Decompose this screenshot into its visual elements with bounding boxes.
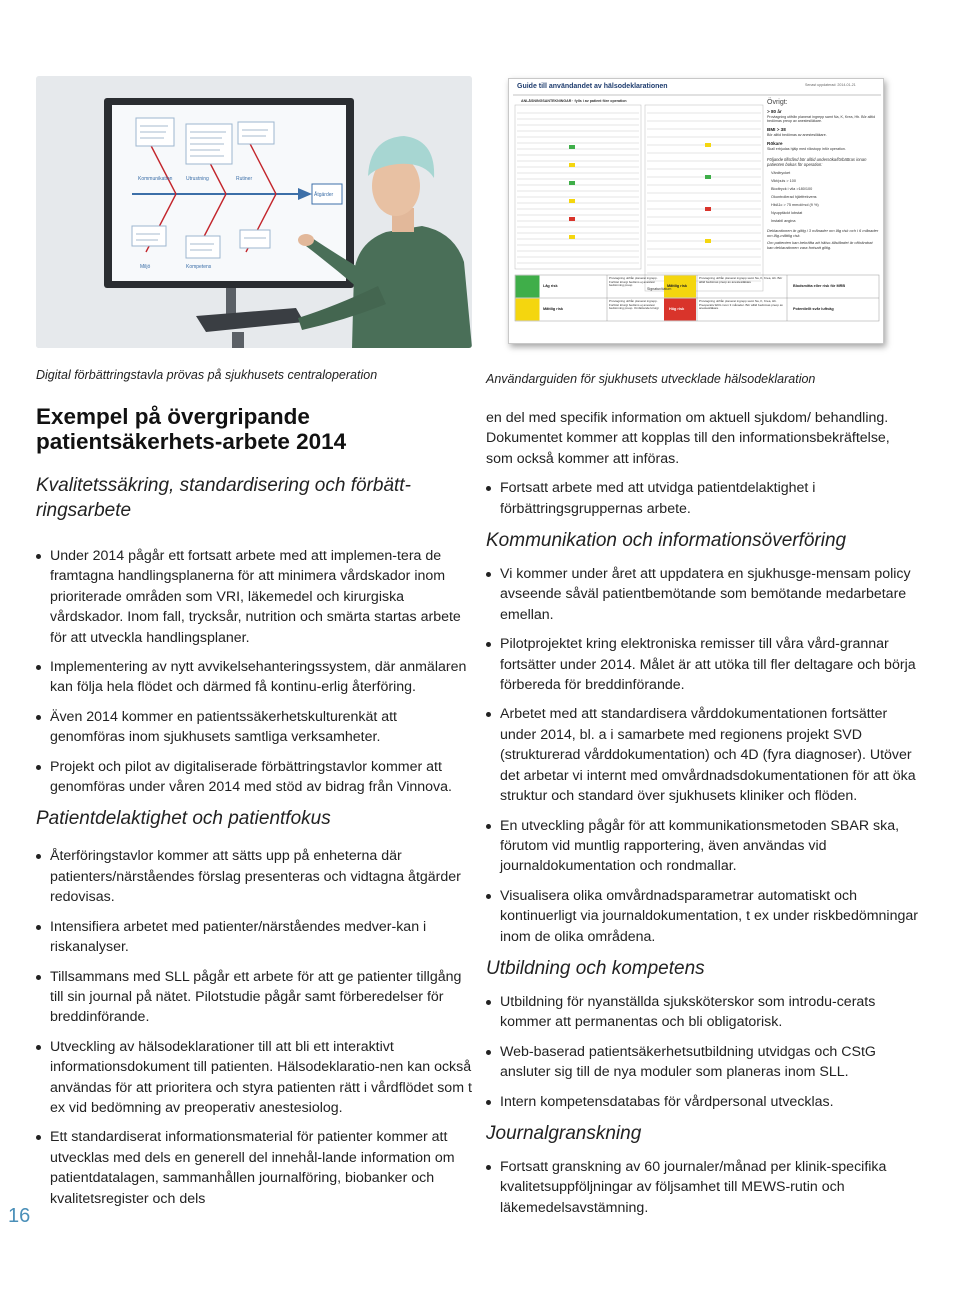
page-number: 16	[8, 1205, 31, 1227]
list-item: Vi kommer under året att uppdatera en sjukhusge-mensam policy avseende såväl patientbemötande som bemötande medarbetare emellan.	[486, 564, 918, 625]
risk-box-blood: Blodsmitta eller risk för MRB	[793, 284, 846, 288]
form-condition-3: Okontrollerad hjärtfrekvens	[771, 195, 817, 199]
form-condition-0: Värdtrycket	[771, 171, 791, 175]
journal-review-list	[486, 1157, 918, 1218]
list-item: Intern kompetensdatabas för vårdpersonal utvecklas.	[486, 1092, 918, 1112]
form-age-note: Provtagning utifrån planerat ingrepp samt Na, K, Krea, Hb. Bör alltid bedömas preop av anestesiläkare.	[767, 115, 876, 124]
risk-label-low: Låg risk	[543, 284, 558, 288]
communication-list	[486, 564, 918, 947]
risk-text-moderate-2: Provtagning utifrån planerat ingrepp samt Na, K, Krea, Hb. Bör alltid bedömas preop av anestesiläkare	[699, 276, 783, 284]
list-item: Under 2014 pågår ett fortsatt arbete med att implemen-tera de framtagna handlingsplanerna för att minimera vårdskador inom prioriterade områden som VRI, läkemedel och kirurgiska vårdskador. Inom fall, trycksår, nutrition och smärta startas arbete för att utveckla handlingsplaner.	[36, 546, 472, 648]
form-smoker-rule: Rökare	[767, 141, 783, 146]
risk-box-airway: Potentiellt svår luftväg	[793, 307, 834, 311]
list-item: Ett standardiserat informationsmaterial för patienter kommer att utvecklas med dels en generell del innehål-lande information om patientdatalagen, sammanhållen journalföring, biobanker och kvalitetsregister och dels	[36, 1127, 472, 1209]
list-item: Visualisera olika omvårdnadsparametrar automatiskt och kontinuerligt via journaldokumentation, t ex under riskbedömningar inom de olika områdena.	[486, 886, 918, 947]
education-list	[486, 992, 918, 1112]
list-item: Även 2014 kommer en patientssäkerhetskulturenkät att genomföras inom sjukhusets samtliga verksamheter.	[36, 707, 472, 748]
list-item: Fortsatt arbete med att utvidga patientdelaktighet i förbättringsgruppernas arbete.	[486, 478, 918, 519]
list-item: Fortsatt granskning av 60 journaler/månad per klinik-specifika kvalitetsuppföljningar av följsamhet till MEWS-rutin och läkemedelsavstämning.	[486, 1157, 918, 1218]
screen-label-6: Åtgärder	[314, 192, 334, 198]
list-item: En utveckling pågår för att kommunikationsmetoden SBAR ska, förutom vid muntlig rapportering, även användas vid journaldokumentation och rondmallar.	[486, 816, 918, 877]
risk-text-low: Provtagning utifrån planerat ingrepp. Fortlöst kirurgi bedöms ej anestesi bedömning preop	[609, 276, 658, 288]
list-item: Implementering av nytt avvikelsehanteringssystem, där anmälaren kan följa hela flödet och därmed få kontinu-erlig återföring.	[36, 657, 472, 698]
form-condition-2: Blodtryck i vila >180/100	[771, 187, 813, 191]
section-title-communication: Kommunikation och informationsöverföring	[486, 530, 847, 552]
risk-text-high: Provtagning utifrån planerat ingrepp samt Na, K, Krea, Hb. Preoperativ EKG inom 3 månader. Bör alltid bedömas preop av anestesiläkare	[699, 299, 783, 311]
risk-label-moderate-2: Måttlig risk	[667, 284, 688, 288]
list-item: Projekt och pilot av digitaliserade förbättringstavlor kommer att genomföras under våren 2014 med stöd av bidrag från Vinnova.	[36, 757, 472, 798]
form-version: Senast uppdaterad: 2014-01-21	[805, 83, 856, 87]
risk-label-high: Hög risk	[669, 307, 685, 311]
form-sign-label: Signatur/datum	[647, 287, 672, 291]
risk-label-moderate: Måttlig risk	[543, 307, 564, 311]
list-item: Arbetet med att standardisera vårddokumentationen fortsätter under 2014, bl. a i samarbete med regionens projekt SVD (strukturerad vårddokumentation) och 4D (fyra diagnoser). Utöver det arbetar vi internt med omvårdnadsdokumentationen för att öka struktur och standard över sjukhusets kliniker och flöden.	[486, 704, 918, 806]
form-other-label: Övrigt:	[767, 99, 788, 106]
screen-label-2: Utrustning	[186, 176, 209, 182]
risk-text-moderate: Provtagning utifrån planerat ingrepp. Fortlöst kirurgi bedöms ej anestesi bedömning preop. Omfattande kirurgi	[609, 299, 659, 311]
screen-label-1: Kommunikation	[138, 176, 173, 182]
screen-label-4: Miljö	[140, 264, 151, 270]
list-item: Tillsammans med SLL pågår ett arbete för att ge patienter tillgång till sin journal på nätet. Pilotstudie pågår samt förberedelser för breddinförande.	[36, 967, 472, 1028]
intro-list	[486, 478, 918, 519]
form-bmi-note: Bör alltid bedömas av anestesiläkare.	[767, 133, 827, 137]
caption-photo: Digital förbättringstavla prövas på sjukhusets centraloperation	[36, 368, 378, 382]
form-title: Guide till användandet av hälsodeklarationen	[517, 83, 668, 90]
screen-label-5: Kompetens	[186, 264, 212, 270]
form-bmi-rule: BMI > 38	[767, 127, 786, 132]
form-validity-note-2: Om patienten kan bekräfta att hälso-tillståndet är oförändrat kan deklarationen vara fortsatt giltig.	[767, 240, 873, 250]
form-subtitle: ANLÄSNINGSANTEKNINGAR · fylls i av patient före operation	[521, 99, 627, 103]
photo-digital-board	[36, 76, 472, 348]
list-item: Utbildning för nyanställda sjuksköterskor som introdu-cerats kommer att permanentas och bli obligatorisk.	[486, 992, 918, 1033]
patient-focus-list	[36, 846, 472, 1209]
form-validity-note: Deklarationen är giltig i 3 månader om låg risk och i 6 månader om låg-måttlig risk.	[767, 228, 879, 238]
section-title-journal-review: Journalgranskning	[486, 1122, 642, 1144]
form-condition-1: Vikt/puls > 100	[771, 179, 796, 183]
form-condition-4: HbA1c > 75 mmol/mol (9 %)	[771, 203, 819, 207]
list-item: Utveckling av hälsodeklarationer till att bli ett interaktivt informationsdokument till patienten. Hälsodeklaratio-nen kan också användas för att prioritera och styra patienten rätt i vårdflödet som t ex vid bedömning av preoperativ anestesiolog.	[36, 1037, 472, 1119]
section-title-patient-focus: Patientdelaktighet och patientfokus	[36, 808, 331, 830]
form-smoker-note: Skall erbjudas hjälp med rökstopp inför operation.	[767, 147, 846, 151]
quality-list	[36, 546, 472, 797]
section-title-education: Utbildning och kompetens	[486, 957, 705, 979]
form-age-rule: > 80 år	[767, 109, 782, 114]
form-condition-6: Instabil angina	[771, 219, 796, 223]
list-item: Återföringstavlor kommer att sätts upp på enheterna där patienters/närståendes förslag presenteras och vidtagna åtgärder redovisas.	[36, 846, 472, 907]
screen-label-3: Rutiner	[236, 176, 253, 182]
list-item: Pilotprojektet kring elektroniska remisser till våra vård-grannar fortsätter under 2014. Målet är att utöka till fler deltagare och börja förbereda för breddinförande.	[486, 634, 918, 695]
right-column	[486, 408, 918, 1227]
form-condition-5: Nyupptäckt lobstat	[771, 211, 803, 215]
photo-illustration	[36, 76, 472, 348]
list-item: Intensifiera arbetet med patienter/närståendes medver-kan i riskanalyser.	[36, 917, 472, 958]
list-item: Web-baserad patientsäkerhetsutbildning utvidgas och CStG ansluter sig till de nya moduler som planeras inom SLL.	[486, 1042, 918, 1083]
form-assessment-intro: Följande tillstånd bör alltid undersöka/förbättras innan patienten bokas för operation:	[767, 157, 867, 167]
health-declaration-guide	[508, 78, 884, 344]
left-column	[36, 404, 472, 1218]
continued-paragraph: en del med specifik information om aktuell sjukdom/ behandling. Dokumentet kommer att kopplas till den informationsbekräftelse, som också kommer att införas.	[486, 410, 890, 467]
section-title-quality: Kvalitetssäkring, standardisering och förbätt-ringsarbete	[36, 475, 411, 521]
main-title: Exempel på övergripande patientsäkerhets-arbete 2014	[36, 404, 347, 454]
caption-guide: Användarguiden för sjukhusets utvecklade hälsodeklaration	[486, 372, 816, 386]
